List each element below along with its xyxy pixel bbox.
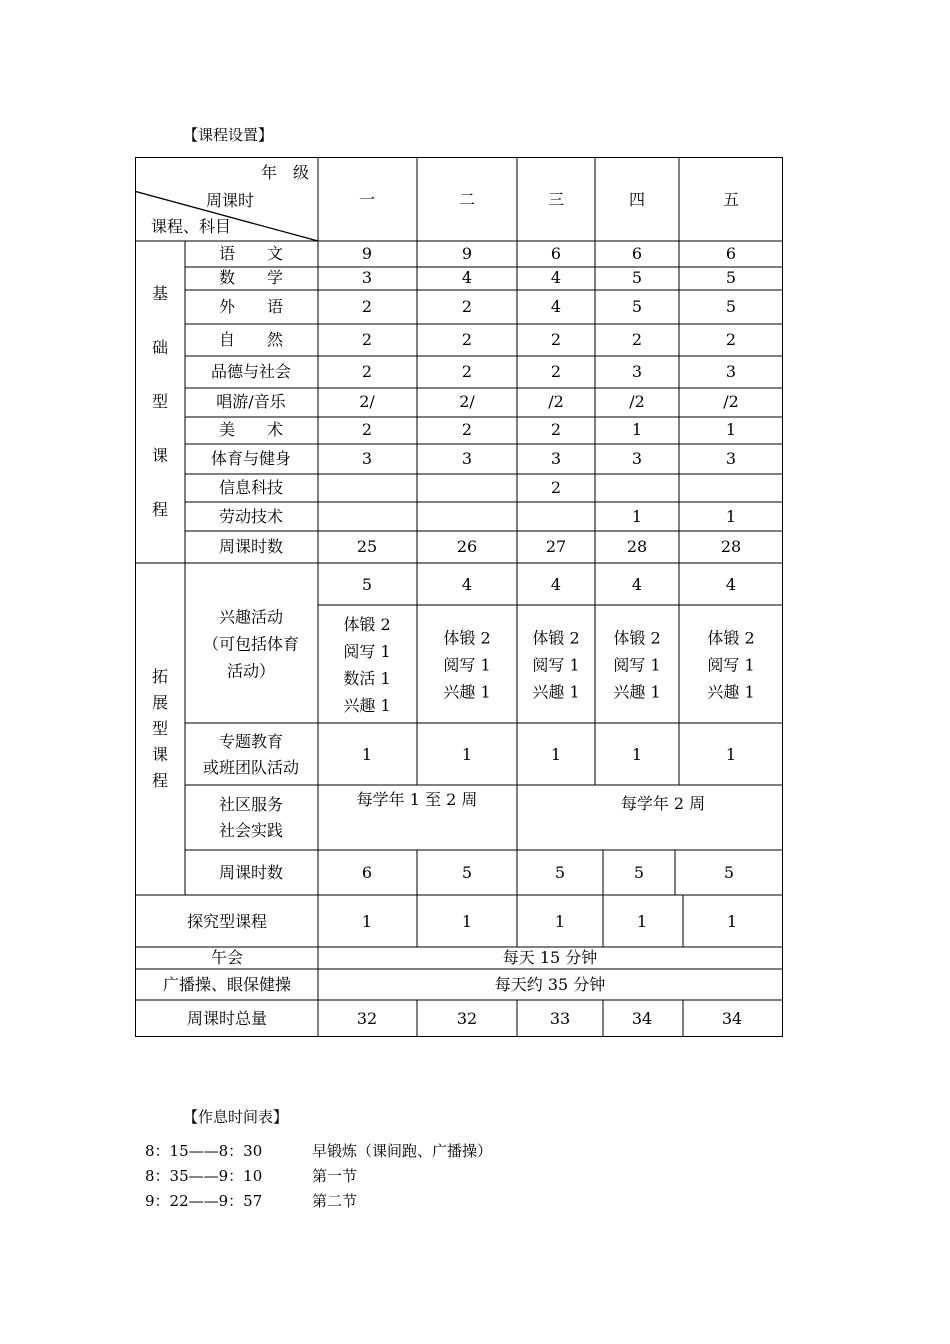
subject-label: 课程、科目: [150, 217, 232, 236]
grade-label: 年 级: [260, 163, 310, 182]
basic-hours-value: 2: [550, 330, 562, 349]
course-settings-heading: 【课程设置】: [183, 126, 274, 144]
basic-hours-value: 2: [361, 297, 373, 316]
schedule-activity: 第一节: [312, 1167, 358, 1185]
extended-group-label: 拓 展 型 课 程: [151, 667, 169, 790]
total-value: 32: [356, 1009, 378, 1028]
basic-hours-value: 28: [720, 537, 742, 556]
basic-hours-value: 1: [725, 420, 737, 439]
course-table: [135, 157, 783, 1037]
inquiry-value: 1: [461, 912, 473, 931]
basic-hours-value: 5: [725, 268, 737, 287]
interest-detail: 体锻 2 阅写 1 兴趣 1: [532, 628, 580, 702]
basic-hours-value: /2: [629, 392, 645, 411]
interest-hours: 4: [631, 575, 643, 594]
basic-subject-label: 数 学: [218, 268, 284, 287]
total-label: 周课时总量: [186, 1009, 268, 1028]
exercise-label: 广播操、眼保健操: [162, 975, 292, 994]
basic-hours-value: 3: [361, 268, 373, 287]
basic-hours-value: 27: [545, 537, 567, 556]
schedule-time: 8：35——9：10: [145, 1167, 263, 1185]
total-value: 34: [721, 1009, 743, 1028]
basic-hours-value: 2: [361, 362, 373, 381]
community-low-grades: 每学年 1 至 2 周: [356, 790, 478, 809]
basic-subject-label: 劳动技术: [218, 507, 284, 526]
basic-hours-value: 26: [456, 537, 478, 556]
interest-detail: 体锻 2 阅写 1 兴趣 1: [707, 628, 755, 702]
noon-meeting-label: 午会: [210, 948, 244, 967]
interest-hours: 5: [361, 575, 373, 594]
topic-education-label: 专题教育 或班团队活动: [202, 732, 300, 777]
grade-header: 四: [628, 190, 646, 209]
basic-hours-value: 2/: [459, 392, 475, 411]
hours-label: 周课时: [205, 191, 255, 210]
basic-hours-value: 2: [550, 362, 562, 381]
basic-hours-value: 3: [461, 449, 473, 468]
schedule-heading: 【作息时间表】: [183, 1108, 289, 1126]
inquiry-label: 探究型课程: [186, 912, 268, 931]
total-value: 34: [631, 1009, 653, 1028]
basic-hours-value: 6: [725, 244, 737, 263]
basic-hours-value: 2: [725, 330, 737, 349]
basic-hours-value: 2: [361, 330, 373, 349]
basic-subject-label: 信息科技: [218, 478, 284, 497]
basic-hours-value: 3: [361, 449, 373, 468]
basic-hours-value: 9: [461, 244, 473, 263]
basic-hours-value: 2: [361, 420, 373, 439]
basic-subject-label: 品德与社会: [210, 362, 292, 381]
basic-hours-value: 4: [550, 268, 562, 287]
schedule-row: [145, 1142, 492, 1160]
basic-hours-value: 2: [461, 362, 473, 381]
schedule-row: [145, 1192, 357, 1210]
basic-subject-label: 语 文: [218, 244, 284, 263]
basic-hours-value: 6: [631, 244, 643, 263]
basic-hours-value: 4: [550, 297, 562, 316]
basic-hours-value: 2: [461, 420, 473, 439]
interest-hours: 4: [725, 575, 737, 594]
interest-detail: 体锻 2 阅写 1 数活 1 兴趣 1: [343, 615, 391, 715]
interest-detail: 体锻 2 阅写 1 兴趣 1: [443, 628, 491, 702]
basic-hours-value: 2: [550, 478, 562, 497]
basic-hours-value: 6: [550, 244, 562, 263]
inquiry-value: 1: [726, 912, 738, 931]
basic-hours-value: 3: [725, 362, 737, 381]
topic-value: 1: [725, 745, 737, 764]
basic-hours-value: 5: [725, 297, 737, 316]
interest-detail: 体锻 2 阅写 1 兴趣 1: [613, 628, 661, 702]
topic-value: 1: [361, 745, 373, 764]
basic-hours-value: 1: [631, 507, 643, 526]
basic-hours-value: 3: [631, 449, 643, 468]
basic-hours-value: /2: [548, 392, 564, 411]
table-grid: [135, 157, 783, 1037]
schedule-activity: 第二节: [312, 1192, 358, 1210]
topic-value: 1: [631, 745, 643, 764]
basic-subject-label: 自 然: [218, 330, 284, 349]
schedule-time: 9：22——9：57: [145, 1192, 263, 1210]
exercise-value: 每天约 35 分钟: [494, 975, 606, 994]
schedule-activity: 早锻炼（课间跑、广播操）: [312, 1142, 493, 1160]
basic-subject-label: 周课时数: [218, 537, 284, 556]
schedule-time: 8：15——8：30: [145, 1142, 263, 1160]
grade-header: 三: [547, 190, 565, 209]
topic-value: 1: [461, 745, 473, 764]
total-value: 33: [549, 1009, 571, 1028]
inquiry-value: 1: [554, 912, 566, 931]
grade-header: 二: [458, 190, 476, 209]
noon-meeting-value: 每天 15 分钟: [502, 948, 598, 967]
extended-weekly-label: 周课时数: [218, 863, 284, 882]
basic-hours-value: 2: [550, 420, 562, 439]
basic-hours-value: 3: [550, 449, 562, 468]
basic-hours-value: 2: [631, 330, 643, 349]
basic-subject-label: 美 术: [218, 420, 284, 439]
basic-hours-value: 9: [361, 244, 373, 263]
basic-hours-value: 2: [461, 330, 473, 349]
interest-hours: 4: [461, 575, 473, 594]
extended-weekly-value: 5: [461, 863, 473, 882]
interest-hours: 4: [550, 575, 562, 594]
extended-weekly-value: 6: [361, 863, 373, 882]
basic-subject-label: 体育与健身: [210, 449, 292, 468]
basic-hours-value: /2: [723, 392, 739, 411]
basic-hours-value: 2: [461, 297, 473, 316]
basic-hours-value: 2/: [359, 392, 375, 411]
basic-hours-value: 3: [631, 362, 643, 381]
schedule-row: [145, 1167, 357, 1185]
extended-weekly-value: 5: [554, 863, 566, 882]
grade-header: 五: [722, 190, 740, 209]
community-service-label: 社区服务 社会实践: [218, 795, 284, 840]
basic-hours-value: 1: [725, 507, 737, 526]
inquiry-value: 1: [361, 912, 373, 931]
basic-hours-value: 5: [631, 268, 643, 287]
community-high-grades: 每学年 2 周: [620, 794, 706, 813]
extended-weekly-value: 5: [633, 863, 645, 882]
basic-subject-label: 唱游/音乐: [216, 392, 286, 411]
basic-group-label: 基 础 型 课 程: [151, 284, 169, 519]
inquiry-value: 1: [636, 912, 648, 931]
topic-value: 1: [550, 745, 562, 764]
interest-activity-label: 兴趣活动 （可包括体育 活动）: [202, 607, 300, 681]
basic-subject-label: 外 语: [218, 297, 284, 316]
basic-hours-value: 1: [631, 420, 643, 439]
grade-header: 一: [358, 190, 376, 209]
basic-hours-value: 4: [461, 268, 473, 287]
extended-weekly-value: 5: [723, 863, 735, 882]
basic-hours-value: 3: [725, 449, 737, 468]
basic-hours-value: 28: [626, 537, 648, 556]
basic-hours-value: 5: [631, 297, 643, 316]
total-value: 32: [456, 1009, 478, 1028]
basic-hours-value: 25: [356, 537, 378, 556]
